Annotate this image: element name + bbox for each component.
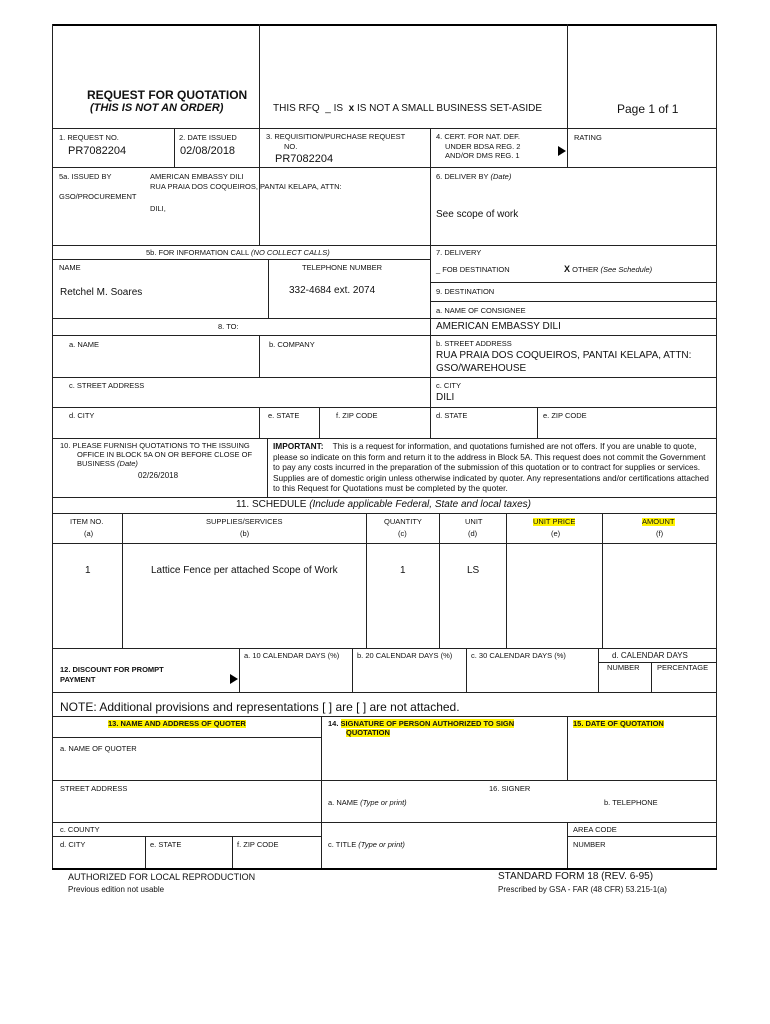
signer-telephone-label[interactable]: b. TELEPHONE — [604, 798, 658, 807]
signer-title-label[interactable]: c. TITLE (Type or print) — [328, 840, 405, 849]
schedule-title: 11. SCHEDULE (Include applicable Federal, State and local taxes) — [236, 499, 531, 510]
request-no-label: 1. REQUEST NO. — [59, 133, 119, 142]
to-zip-label: f. ZIP CODE — [336, 411, 378, 420]
consignee-value[interactable]: AMERICAN EMBASSY DILI — [436, 321, 561, 332]
requisition-value[interactable]: PR7082204 — [275, 153, 334, 165]
row-item-no[interactable]: 1 — [85, 565, 91, 576]
col-quantity-sub: (c) — [398, 529, 407, 538]
block10-line1: 10. PLEASE FURNISH QUOTATIONS TO THE ISSUING — [60, 441, 250, 450]
block10-line3: BUSINESS (Date) — [77, 459, 138, 468]
quoter-street-label[interactable]: STREET ADDRESS — [60, 784, 128, 793]
destination-label: 9. DESTINATION — [436, 287, 495, 296]
quoter-zip-label[interactable]: f. ZIP CODE — [237, 840, 279, 849]
is-checkbox[interactable]: _ — [325, 103, 331, 114]
quoter-county-label[interactable]: c. COUNTY — [60, 825, 100, 834]
deliver-by-value[interactable]: See scope of work — [436, 209, 519, 220]
discount-percentage-label[interactable]: PERCENTAGE — [657, 663, 709, 672]
form-title: REQUEST FOR QUOTATION — [87, 88, 248, 102]
signer-name-label[interactable]: a. NAME (Type or print) — [328, 798, 407, 807]
is-not-checkbox[interactable]: x — [348, 103, 355, 114]
phone-number-label[interactable]: NUMBER — [573, 840, 606, 849]
col-item-header: ITEM NO. — [70, 517, 104, 526]
signature-header-2: QUOTATION — [346, 728, 390, 737]
to-company-label: b. COMPANY — [269, 340, 315, 349]
to-city-label: d. CITY — [69, 411, 95, 420]
col-supplies-sub: (b) — [240, 529, 250, 538]
form-subtitle: (THIS IS NOT AN ORDER) — [90, 102, 224, 114]
discount-20-days[interactable]: b. 20 CALENDAR DAYS (%) — [357, 651, 453, 660]
row-unit[interactable]: LS — [467, 565, 480, 576]
date-issued-value[interactable]: 02/08/2018 — [180, 145, 236, 157]
to-street-label: c. STREET ADDRESS — [69, 381, 145, 390]
fob-destination-option[interactable]: _ FOB DESTINATION — [436, 265, 510, 274]
set-aside-statement: THIS RFQ _ IS x IS NOT A SMALL BUSINESS SET-ASIDE — [273, 103, 543, 114]
other-option[interactable]: X OTHER (See Schedule) — [564, 264, 653, 274]
date-issued-label: 2. DATE ISSUED — [179, 133, 237, 142]
discount-10-days[interactable]: a. 10 CALENDAR DAYS (%) — [244, 651, 340, 660]
col-unit-price-sub: (e) — [551, 529, 561, 538]
to-state-label: e. STATE — [268, 411, 300, 420]
discount-arrow-icon — [230, 674, 238, 684]
issued-by-label: 5a. ISSUED BY — [59, 172, 112, 181]
dest-street-line1[interactable]: RUA PRAIA DOS COQUEIROS, PANTAI KELAPA, ATTN: — [436, 350, 692, 361]
dest-state-label: d. STATE — [436, 411, 468, 420]
issued-by-line3: GSO/PROCUREMENT — [59, 192, 137, 201]
delivery-label: 7. DELIVERY — [436, 248, 482, 257]
info-phone-label: TELEPHONE NUMBER — [302, 263, 383, 272]
info-name-label: NAME — [59, 263, 81, 272]
footer-previous-edition: Previous edition not usable — [68, 885, 165, 894]
discount-calendar-days: d. CALENDAR DAYS — [612, 651, 688, 660]
dest-city-value[interactable]: DILI — [436, 392, 455, 403]
col-amount-sub: (f) — [656, 529, 664, 538]
dest-street-line2[interactable]: GSO/WAREHOUSE — [436, 363, 527, 374]
cert-label-2: UNDER BDSA REG. 2 — [445, 142, 521, 151]
issued-by-line4: DILI, — [150, 204, 166, 213]
info-call-label: 5b. FOR INFORMATION CALL (NO COLLECT CALLS) — [146, 248, 330, 257]
discount-30-days[interactable]: c. 30 CALENDAR DAYS (%) — [471, 651, 566, 660]
signer-label: 16. SIGNER — [489, 784, 531, 793]
area-code-label[interactable]: AREA CODE — [573, 825, 617, 834]
to-name-label: a. NAME — [69, 340, 100, 349]
block10-line2: OFFICE IN BLOCK 5A ON OR BEFORE CLOSE OF — [77, 450, 253, 459]
dest-zip-label: e. ZIP CODE — [543, 411, 587, 420]
col-amount-header: AMOUNT — [642, 517, 675, 526]
page-indicator: Page 1 of 1 — [617, 102, 679, 116]
info-phone-value[interactable]: 332-4684 ext. 2074 — [289, 285, 376, 296]
row-description[interactable]: Lattice Fence per attached Scope of Work — [151, 565, 338, 576]
deliver-by-label: 6. DELIVER BY (Date) — [436, 172, 512, 181]
requisition-label-no: NO. — [284, 142, 298, 151]
issued-by-line1: AMERICAN EMBASSY DILI — [150, 172, 244, 181]
col-unit-header: UNIT — [465, 517, 483, 526]
signature-header: 14. SIGNATURE OF PERSON AUTHORIZED TO SIGN — [328, 719, 515, 728]
requisition-label: 3. REQUISITION/PURCHASE REQUEST — [266, 132, 406, 141]
col-unit-price-header: UNIT PRICE — [533, 517, 576, 526]
cert-label-1: 4. CERT. FOR NAT. DEF. — [436, 132, 520, 141]
footer-form-number: STANDARD FORM 18 (REV. 6-95) — [498, 871, 654, 882]
consignee-label: a. NAME OF CONSIGNEE — [436, 306, 526, 315]
footer-reproduction: AUTHORIZED FOR LOCAL REPRODUCTION — [68, 872, 256, 882]
important-notice: IMPORTANT: This is a request for information, and quotations furnished are not offers. If you are unable to quote, please so indicate on this form and return it to the address in Block 5A. This request does not commit the Government to pay any costs incurred in the preparation of the submission of this quotation or to contract for supplies or services. Supplies are of domestic origin unless otherwise indicated by quoter. Any representations and/or certifications attached to this Request for Quotations must be completed by the quoter. — [273, 441, 709, 494]
col-supplies-header: SUPPLIES/SERVICES — [206, 517, 283, 526]
col-item-sub: (a) — [84, 529, 94, 538]
row-quantity[interactable]: 1 — [400, 565, 406, 576]
quoter-state-label[interactable]: e. STATE — [150, 840, 182, 849]
info-name-value[interactable]: Retchel M. Soares — [60, 287, 143, 298]
request-no-value[interactable]: PR7082204 — [68, 145, 127, 157]
to-label: 8. TO: — [218, 322, 239, 331]
discount-label-2: PAYMENT — [60, 675, 96, 684]
col-unit-sub: (d) — [468, 529, 478, 538]
issued-by-line2: RUA PRAIA DOS COQUEIROS, PANTAI KELAPA, ATTN: — [150, 182, 342, 191]
discount-number-label[interactable]: NUMBER — [607, 663, 640, 672]
cert-arrow-icon — [558, 146, 566, 156]
attachments-note: NOTE: Additional provisions and representations [ ] are [ ] are not attached. — [60, 700, 460, 714]
quoter-name-label[interactable]: a. NAME OF QUOTER — [60, 744, 137, 753]
col-quantity-header: QUANTITY — [384, 517, 422, 526]
footer-prescribed: Prescribed by GSA - FAR (48 CFR) 53.215-1(a) — [498, 885, 667, 894]
dest-city-label: c. CITY — [436, 381, 462, 390]
dest-street-label: b. STREET ADDRESS — [436, 339, 512, 348]
discount-label-1: 12. DISCOUNT FOR PROMPT — [60, 665, 164, 674]
block10-date[interactable]: 02/26/2018 — [138, 471, 179, 480]
rating-label: RATING — [574, 133, 602, 142]
quoter-header: 13. NAME AND ADDRESS OF QUOTER — [108, 719, 246, 728]
cert-label-3: AND/OR DMS REG. 1 — [445, 151, 520, 160]
date-of-quotation-header: 15. DATE OF QUOTATION — [573, 719, 664, 728]
quoter-city-label[interactable]: d. CITY — [60, 840, 86, 849]
